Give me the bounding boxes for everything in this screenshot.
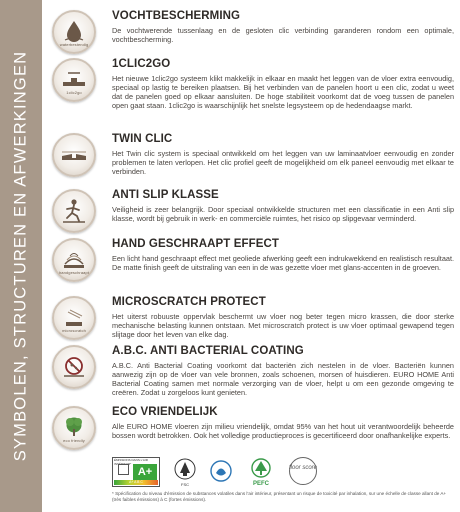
floorscore-logo: floor score: [288, 457, 318, 487]
feature-title: VOCHTBESCHERMING: [112, 10, 241, 22]
emission-label-logo: ÉMISSIONS DANS L'AIR INTÉRIEUR* A+ A+ A B C: [112, 457, 160, 487]
anti-bacterial-icon: [52, 345, 96, 389]
feature-description: A.B.C. Anti Bacterial Coating voorkomt dat bacteriën zich nestelen in de vloer. Bacteriën kunnen aanwezig zijn op de vloer van vele bronnen, zoals schoenen, morsen of huisdieren. EURO HOME Anti Bacterial Coating samen met normale verzorging van de vloer, helpt u om een gezonde omgeving te creëren. Zodat u zorgeloos kunt genieten.: [112, 361, 454, 397]
1clic2go-icon: 1clic2go: [52, 58, 96, 102]
feature-title: ANTI SLIP KLASSE: [112, 189, 219, 201]
moisture-protection-icon: waterbestendig: [52, 10, 96, 54]
sidebar-title: SYMBOLEN, STRUCTUREN EN AFWERKINGEN: [11, 50, 30, 462]
pefc-logo: PEFC: [246, 457, 276, 487]
feature-title: TWIN CLIC: [112, 133, 173, 145]
hand-scraped-icon: handgeschraapt: [52, 238, 96, 282]
feature-description: Het Twin clic system is speciaal ontwikkeld om het leggen van uw laminaatvloer eenvoudig en zonder problemen te laten verlopen. Het clic profiel geeft de mogelijkheid om elk paneel eenvoudig met elkaar te verbinden.: [112, 149, 454, 176]
feature-title: A.B.C. ANTI BACTERIAL COATING: [112, 345, 304, 357]
house-icon: [118, 464, 129, 475]
anti-slip-icon: [52, 189, 96, 233]
feature-description: Het nieuwe 1clic2go systeem klikt makkelijk in elkaar en maakt het leggen van de vloer extra eenvoudig, speciaal op lastig te bereiken plaatsen. Bij het verbinden van de panelen hoort u een clic, zodat u weet dat de panelen goed op elkaar aansluiten. De hoge stabiliteit voorkomt dat de voeg tussen de panelen open gaat staan. 1clic2go is waarschijnlijk het snelste legsysteem op de hedendaagse markt.: [112, 74, 454, 110]
feature-title: ECO VRIENDELIJK: [112, 406, 218, 418]
sidebar: [0, 0, 42, 512]
feature-description: Het uiterst robuuste oppervlak beschermt uw vloer nog beter tegen micro krassen, die door sterke mechanische belasting kunnen ontstaan. Met microscratch protect is uw vloer optimaal gewapend tegen slijtage door het leven van elke dag.: [112, 312, 454, 339]
feature-description: Alle EURO HOME vloeren zijn milieu vriendelijk, omdat 95% van het hout uit verantwoordelijk beheerde bossen wordt betrokken. Ook het volledige productieproces is gecertificeerd door onafhankelijke experts.: [112, 422, 454, 440]
feature-title: 1CLIC2GO: [112, 58, 171, 70]
feature-description: Een licht hand geschraapt effect met geoliede afwerking geeft een indrukwekkend en realistisch resultaat. De matte finish geeft de uitstraling van een in de was gezette vloer met glans-accenten in de groeven.: [112, 254, 454, 272]
fsc-logo: FSC: [172, 457, 198, 487]
blue-circle-logo: [208, 457, 234, 487]
feature-description: De vochtwerende tussenlaag en de gesloten clic verbinding garanderen rondom een optimale, vochtbescherming.: [112, 26, 454, 44]
feature-description: Veiligheid is zeer belangrijk. Door speciaal ontwikkelde structuren met een classificatie in een Anti slip klasse, wordt bij gebruik in werk- en commerciële ruimtes, het risico op slipgevaar verminderd.: [112, 205, 454, 223]
feature-title: MICROSCRATCH PROTECT: [112, 296, 266, 308]
certification-logos: [112, 457, 452, 489]
eco-friendly-icon: eco friendly: [52, 406, 96, 450]
twin-clic-icon: [52, 133, 96, 177]
emission-grade: A+: [133, 464, 157, 480]
feature-title: HAND GESCHRAAPT EFFECT: [112, 238, 280, 250]
microscratch-icon: microscratch: [52, 296, 96, 340]
footnote: * Spécification du niveau d'émission de substances volatiles dans l'air intérieur, présentant un risque de toxicité par inhalation, sur une échelle de classe allant de A+ (très faibles émissions) à C (fortes émissions).: [112, 491, 447, 502]
